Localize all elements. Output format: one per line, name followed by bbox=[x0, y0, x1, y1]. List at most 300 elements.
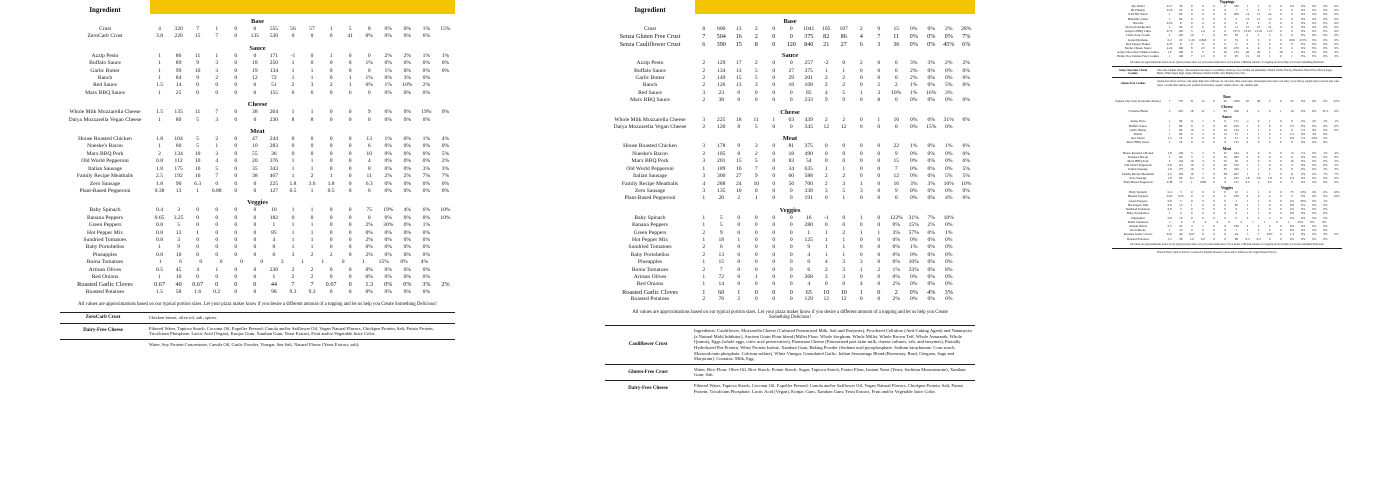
nutrient-value: 0 bbox=[1280, 12, 1282, 17]
nutrient-value: 0 bbox=[1191, 207, 1193, 212]
item-name: Artisan Olives bbox=[633, 273, 667, 280]
nutrient-value: 2 bbox=[702, 124, 706, 131]
nutrient-value: 0 bbox=[196, 214, 200, 221]
nutrient-value: 2 bbox=[842, 82, 846, 89]
section-title-sauce: Sauce bbox=[249, 44, 266, 52]
nutrient-value: 0 bbox=[772, 89, 776, 96]
item-name: Hot Honey bbox=[1130, 8, 1146, 13]
nutrient-value: 0 bbox=[1213, 232, 1215, 237]
nutrient-value: 375 bbox=[804, 33, 814, 41]
ingredient-row bbox=[60, 312, 455, 323]
nutrient-header-cell bbox=[202, 0, 218, 14]
nutrient-value: 0 bbox=[1224, 232, 1226, 237]
nutrient-value: 0 bbox=[1280, 207, 1282, 212]
nutrient-value: 0 bbox=[1213, 194, 1215, 199]
nutrient-value: 1 bbox=[772, 116, 776, 123]
nutrient-value: 0 bbox=[1280, 154, 1282, 159]
nutrient-value: 0 bbox=[877, 150, 881, 157]
nutrient-value: 0.5 bbox=[1267, 180, 1272, 185]
nutrient-value: 2 bbox=[877, 82, 881, 89]
nutrient-value: 1% bbox=[422, 222, 431, 229]
item-name: Banana Peppers bbox=[632, 222, 668, 229]
nutrient-value: 3 bbox=[1240, 219, 1242, 224]
nutrient-value: 7 bbox=[310, 281, 314, 289]
nutrient-value: 0 bbox=[1202, 198, 1204, 203]
nutrition-panel-small bbox=[60, 0, 455, 500]
nutrient-value: 3 bbox=[215, 116, 219, 123]
nutrient-value: 0% bbox=[384, 158, 393, 165]
nutrient-value: 85 bbox=[805, 89, 812, 96]
nutrient-value: 0 bbox=[1213, 25, 1215, 30]
nutrient-value: 0 bbox=[196, 82, 200, 89]
nutrient-value: 0 bbox=[196, 244, 200, 251]
table-row bbox=[60, 207, 455, 214]
nutrient-value: 0% bbox=[1300, 140, 1306, 145]
nutrient-value: 10 bbox=[1223, 46, 1227, 51]
ingredients-table bbox=[60, 312, 455, 349]
nutrient-value: 3 bbox=[280, 259, 284, 266]
nutrient-value: 160 bbox=[1178, 50, 1184, 55]
nutrient-value: 0% bbox=[1323, 236, 1328, 241]
nutrient-value: 1 bbox=[1202, 154, 1204, 159]
nutrient-value: 3.8 bbox=[156, 33, 164, 40]
nutrient-value: 0 bbox=[367, 187, 371, 194]
nutrient-value: 1 bbox=[1257, 202, 1260, 207]
nutrient-value: 0% bbox=[962, 67, 970, 74]
nutrient-value: 0% bbox=[962, 75, 970, 82]
nutrient-value: 134 bbox=[1178, 159, 1184, 164]
nutrient-value: 8 bbox=[877, 97, 881, 104]
nutrient-value: 0% bbox=[365, 273, 373, 280]
item-name: Grated Romano bbox=[1127, 37, 1149, 42]
nutrient-value: 0 bbox=[1280, 190, 1282, 195]
nutrient-value: 0% bbox=[365, 244, 373, 251]
item-name: Baby Spinach bbox=[634, 214, 666, 221]
nutrient-value: 1 bbox=[824, 229, 828, 236]
nutrient-value: 10% bbox=[961, 180, 972, 187]
nutrient-value: 0% bbox=[927, 143, 935, 150]
nutrient-value: 14 bbox=[718, 281, 725, 288]
nutrient-value: 0 bbox=[789, 222, 793, 229]
nutrient-value: 9.3 bbox=[1256, 236, 1261, 241]
nutrient-value: 0 bbox=[772, 281, 776, 288]
nutrient-value: 3% bbox=[927, 60, 935, 67]
nutrient-value: 5 bbox=[1202, 50, 1204, 55]
nutrient-value: 1 bbox=[1257, 163, 1260, 168]
item-name: 3 Cheese Blend bbox=[1127, 109, 1148, 114]
nutrient-value: 0% bbox=[945, 281, 953, 288]
nutrient-value: 15.25 bbox=[1243, 29, 1252, 34]
nutrient-value: 2 bbox=[702, 296, 706, 303]
item-name: Nacho Cheese Sauce bbox=[1124, 46, 1152, 51]
nutrient-value: 1 bbox=[1168, 12, 1171, 17]
nutrient-value: 0% bbox=[1300, 41, 1306, 46]
nutrient-value: 10% bbox=[440, 207, 451, 214]
nutrient-value: 5% bbox=[945, 82, 953, 89]
ingredients-table bbox=[605, 325, 975, 396]
nutrient-value: 65 bbox=[805, 288, 812, 296]
nutrient-value: 0 bbox=[1191, 194, 1193, 199]
nutrient-value: 96 bbox=[1256, 99, 1261, 104]
nutrient-value: 1 bbox=[348, 82, 352, 89]
nutrient-value: 0 bbox=[1246, 154, 1249, 159]
section-title-sauce: Sauce bbox=[781, 52, 799, 60]
nutrient-value: 0% bbox=[1334, 109, 1339, 114]
nutrient-value: 0% bbox=[403, 273, 412, 280]
nutrient-value: 225 bbox=[717, 116, 726, 123]
nutrient-value: 0 bbox=[1280, 150, 1282, 155]
nutrient-value: 0% bbox=[441, 67, 450, 74]
table-row bbox=[60, 109, 455, 116]
nutrient-value: 3 bbox=[702, 116, 706, 123]
nutrient-value: 0 bbox=[1202, 4, 1204, 8]
table-row bbox=[60, 158, 455, 165]
nutrient-value: 8% bbox=[945, 266, 953, 273]
nutrient-value: 1 bbox=[272, 273, 276, 280]
nutrient-value: 0 bbox=[196, 251, 200, 258]
nutrient-value: 0 bbox=[1280, 123, 1282, 128]
nutrient-value: 0 bbox=[772, 60, 776, 67]
item-name: Red Onions bbox=[636, 281, 664, 288]
nutrient-value: 182 bbox=[1233, 194, 1239, 199]
nutrient-value: 7% bbox=[962, 33, 971, 41]
nutrient-value: 6 bbox=[1291, 154, 1293, 159]
nutrient-value: 0 bbox=[234, 158, 238, 165]
nutrient-value: 0 bbox=[1191, 20, 1193, 25]
nutrient-header-band bbox=[695, 0, 975, 14]
nutrient-value: 9 bbox=[196, 60, 200, 67]
nutrient-value: 0 bbox=[348, 207, 352, 214]
nutrient-header-cell bbox=[813, 0, 828, 14]
nutrient-value: 0 bbox=[772, 75, 776, 82]
nutrient-value: 0 bbox=[215, 207, 219, 214]
nutrient-value: 2 bbox=[702, 97, 706, 104]
nutrient-value: 2 bbox=[1257, 33, 1260, 38]
nutrient-value: 0% bbox=[1300, 207, 1306, 212]
nutrient-value: 0 bbox=[772, 187, 776, 194]
nutrient-value: 6% bbox=[422, 207, 431, 214]
nutrient-value: 11 bbox=[1190, 119, 1194, 124]
item-name: Plant-Based Pepperoni bbox=[1123, 180, 1153, 185]
nutrient-value: 0 bbox=[859, 296, 863, 303]
nutrient-value: 1% bbox=[1323, 150, 1328, 155]
nutrient-value: 58 bbox=[1179, 236, 1183, 241]
nutrient-value: 0 bbox=[737, 251, 741, 258]
nutrient-value: 0.65 bbox=[1166, 194, 1173, 199]
table-row bbox=[1112, 237, 1342, 241]
item-name: Pineapples bbox=[92, 251, 118, 258]
nutrient-value: 0 bbox=[789, 195, 793, 202]
nutrient-value: 19% bbox=[383, 207, 394, 214]
nutrient-value: 0% bbox=[1323, 127, 1328, 132]
nutrient-value: 0% bbox=[1323, 215, 1328, 220]
nutrient-value: 3.6 bbox=[308, 180, 316, 187]
nutrient-value: 0 bbox=[1268, 211, 1271, 216]
nutrient-value: 0% bbox=[1312, 207, 1317, 212]
nutrient-value: 1 bbox=[291, 109, 295, 116]
nutrient-value: 1 bbox=[310, 207, 314, 214]
nutrient-value: 0 bbox=[215, 214, 219, 221]
nutrient-value: 8 bbox=[367, 26, 371, 32]
nutrient-value: 0% bbox=[441, 187, 450, 194]
nutrient-value: 0% bbox=[422, 236, 431, 243]
nutrient-value: 0 bbox=[1246, 20, 1249, 25]
nutrient-value: 0 bbox=[1280, 167, 1282, 172]
nutrient-value: 0.8 bbox=[1167, 198, 1172, 203]
nutrient-value: 1 bbox=[1202, 119, 1204, 124]
nutrient-value: 0% bbox=[945, 251, 953, 258]
nutrient-value: 3 bbox=[1246, 215, 1249, 220]
nutrient-value: 1.8 bbox=[156, 180, 164, 187]
nutrient-value: 6 bbox=[1280, 140, 1282, 145]
nutrient-value: 3 bbox=[310, 82, 314, 89]
nutrient-value: 120 bbox=[717, 124, 726, 131]
nutrient-value: 0 bbox=[348, 273, 352, 280]
nutrient-value: 35 bbox=[252, 165, 258, 172]
nutrient-value: 1.8 bbox=[1167, 167, 1172, 172]
nutrient-value: 0 bbox=[1224, 12, 1226, 17]
nutrient-value: 3.25 bbox=[173, 214, 184, 221]
nutrient-value: 0.2 bbox=[1200, 236, 1205, 241]
nutrient-value: 1 bbox=[1246, 163, 1249, 168]
nutrient-value: 0 bbox=[1280, 46, 1282, 51]
nutrient-value: 0 bbox=[1213, 99, 1215, 104]
nutrient-value: 0% bbox=[927, 173, 935, 180]
nutrient-value: 3 bbox=[702, 143, 706, 150]
nutrient-value: 0 bbox=[1291, 25, 1293, 30]
item-name: Roma Tomatoes bbox=[1127, 219, 1149, 224]
nutrient-value: 1 bbox=[310, 236, 314, 243]
nutrient-value: 10 bbox=[1179, 228, 1183, 233]
nutrient-value: 1 bbox=[1235, 198, 1238, 203]
nutrient-value: 0 bbox=[824, 222, 828, 229]
nutrient-value: 1.5 bbox=[1167, 136, 1172, 141]
nutrient-value: 0% bbox=[945, 67, 953, 74]
nutrient-value: 0 bbox=[234, 273, 238, 280]
nutrient-value: 0 bbox=[877, 124, 881, 131]
nutrient-value: 0 bbox=[789, 266, 793, 273]
nutrient-value: 4 bbox=[196, 266, 200, 273]
nutrient-value: 0 bbox=[215, 82, 219, 89]
nutrient-value: 0 bbox=[1268, 109, 1271, 114]
table-row bbox=[605, 82, 975, 89]
ingredient-row bbox=[1112, 78, 1342, 89]
nutrient-value: 0% bbox=[1312, 50, 1317, 55]
nutrient-value: 0 bbox=[1216, 219, 1219, 224]
nutrient-value: 0 bbox=[219, 259, 223, 266]
nutrient-value: 2 bbox=[1168, 159, 1171, 164]
nutrient-value: 5% bbox=[962, 165, 970, 172]
nutrient-value: 0% bbox=[1334, 154, 1339, 159]
nutrient-value: 4 bbox=[158, 26, 161, 32]
nutrient-value: 14 bbox=[1179, 136, 1183, 141]
nutrient-value: 2 bbox=[824, 266, 828, 273]
nutrient-value: 0 bbox=[1268, 223, 1271, 228]
nutrient-value: 1% bbox=[1323, 119, 1328, 124]
nutrient-value: 283 bbox=[1233, 154, 1239, 159]
nutrient-value: 57 bbox=[309, 26, 315, 32]
nutrient-value: 0 bbox=[234, 75, 238, 82]
nutrient-value: 0% bbox=[1312, 163, 1317, 168]
table-header bbox=[605, 0, 975, 14]
nutrient-value: 0% bbox=[1300, 25, 1306, 30]
nutrient-value: 0 bbox=[253, 251, 257, 258]
nutrient-value: 0 bbox=[329, 158, 333, 165]
nutrient-value: 0% bbox=[1312, 41, 1317, 46]
nutrient-value: 4 bbox=[824, 259, 828, 266]
nutrient-value: 51 bbox=[1234, 136, 1238, 141]
nutrient-value: 3 bbox=[754, 143, 758, 150]
nutrient-value: 0% bbox=[1300, 202, 1306, 207]
nutrient-value: 16 bbox=[194, 173, 201, 180]
nutrient-value: 0 bbox=[1280, 171, 1282, 176]
nutrient-value: 0% bbox=[1300, 232, 1306, 237]
nutrient-value: 0 bbox=[789, 251, 793, 258]
nutrient-value: 1 bbox=[824, 165, 828, 172]
nutrient-value: 0 bbox=[348, 136, 352, 143]
item-name: Daiya Mozzarella Vegan Cheese bbox=[68, 116, 142, 123]
nutrient-value: 30% bbox=[383, 222, 394, 229]
nutrient-value: 0 bbox=[877, 60, 881, 67]
nutrient-value: 0 bbox=[1191, 228, 1193, 233]
nutrient-value: 0 bbox=[1191, 211, 1193, 216]
nutrient-value: 0% bbox=[403, 236, 412, 243]
nutrient-value: 7 bbox=[1202, 33, 1204, 38]
nutrient-value: 0 bbox=[789, 124, 793, 131]
item-name: Red Onions bbox=[91, 273, 119, 280]
nutrient-value: 12 bbox=[893, 173, 900, 180]
nutrient-value: 0% bbox=[910, 124, 918, 131]
nutrient-value: 0% bbox=[384, 33, 393, 40]
nutrient-value: 0% bbox=[927, 33, 936, 41]
nutrient-value: 840 bbox=[804, 40, 814, 48]
nutrient-value: 1 bbox=[824, 251, 828, 258]
nutrient-value: 0% bbox=[403, 165, 412, 172]
nutrient-value: 21 bbox=[1245, 54, 1250, 59]
item-name: Family Recipe Meatballs bbox=[1121, 171, 1155, 176]
table-row bbox=[605, 97, 975, 104]
nutrient-value: 0 bbox=[1275, 219, 1278, 224]
item-name: Red Onions bbox=[1130, 228, 1146, 233]
nutrient-value: 2 bbox=[702, 266, 706, 273]
nutrient-value: 0.65 bbox=[154, 214, 165, 221]
nutrient-value: 2 bbox=[1246, 33, 1249, 38]
nutrient-value: 3 bbox=[291, 251, 295, 258]
table-row bbox=[605, 173, 975, 180]
nutrient-value: 11 bbox=[194, 109, 201, 116]
nutrient-value: 55 bbox=[252, 150, 258, 157]
nutrient-value: 0% bbox=[1300, 215, 1306, 220]
nutrient-value: 0% bbox=[1323, 46, 1328, 51]
nutrient-value: 1 bbox=[329, 26, 333, 32]
table-row bbox=[605, 281, 975, 288]
nutrient-value: 0 bbox=[234, 281, 238, 289]
item-name: Senza Cauliflower Crust bbox=[619, 40, 681, 48]
nutrient-value: 1 bbox=[1168, 211, 1171, 216]
nutrient-value: 9 bbox=[894, 187, 898, 194]
nutrient-value: 6% bbox=[1289, 136, 1295, 141]
nutrient-value: 1 bbox=[310, 109, 314, 116]
nutrient-value: 3 bbox=[1202, 127, 1204, 132]
nutrient-value: 5 bbox=[754, 67, 758, 74]
nutrient-value: 0 bbox=[1268, 154, 1271, 159]
nutrient-value: 1 bbox=[702, 281, 706, 288]
table-row bbox=[60, 136, 455, 143]
nutrient-value: 105 bbox=[717, 150, 726, 157]
nutrient-value: 18 bbox=[1190, 109, 1194, 114]
nutrient-header-cell bbox=[221, 0, 237, 14]
nutrient-value: 1% bbox=[1300, 127, 1306, 132]
table-row bbox=[605, 26, 975, 33]
nutrient-value: 0% bbox=[962, 150, 970, 157]
nutrient-value: 0 bbox=[1213, 50, 1215, 55]
table-row bbox=[605, 267, 975, 274]
nutrient-value: 1 bbox=[329, 173, 333, 180]
nutrient-value: 2 bbox=[842, 229, 846, 236]
nutrient-value: 0 bbox=[1202, 20, 1204, 25]
nutrient-value: 2 bbox=[310, 266, 314, 273]
nutrient-value: 0% bbox=[1323, 207, 1328, 212]
nutrient-value: 0% bbox=[1334, 175, 1339, 180]
nutrient-value: 4 bbox=[367, 158, 371, 165]
nutrient-value: 6 bbox=[1257, 140, 1260, 145]
item-name: Green Peppers bbox=[1128, 198, 1148, 203]
nutrient-value: 4% bbox=[927, 288, 936, 296]
nutrient-value: 9 bbox=[842, 97, 846, 104]
nutrient-value: 0% bbox=[927, 82, 935, 89]
nutrient-value: 8 bbox=[310, 116, 314, 123]
nutrient-value: 2 bbox=[894, 288, 898, 296]
nutrient-value: 74 bbox=[1234, 37, 1238, 42]
nutrient-value: 0 bbox=[1224, 140, 1226, 145]
nutrient-value: 2% bbox=[892, 296, 900, 303]
nutrient-value: 6 bbox=[310, 89, 314, 96]
table-row bbox=[1112, 109, 1342, 113]
nutrient-value: 0 bbox=[824, 143, 828, 150]
nutrient-value: 1 bbox=[1202, 223, 1204, 228]
nutrient-value: 2.5 bbox=[1167, 171, 1172, 176]
nutrient-value: 0% bbox=[1323, 50, 1328, 55]
nutrient-value: 0 bbox=[754, 296, 758, 303]
nutrient-value: 5 bbox=[215, 165, 219, 172]
nutrient-value: 4% bbox=[420, 259, 429, 266]
item-name: Ranch bbox=[97, 75, 113, 82]
nutrient-value: 9 bbox=[719, 229, 723, 236]
nutrient-value: 38 bbox=[252, 173, 258, 180]
nutrient-value: 35 bbox=[1223, 33, 1227, 38]
nutrient-value: 1.6 bbox=[1200, 29, 1205, 34]
nutrient-value: 1 bbox=[1246, 132, 1249, 137]
nutrient-value: 0% bbox=[927, 75, 935, 82]
nutrient-value: 0% bbox=[1289, 202, 1295, 207]
nutrient-value: 1 bbox=[1191, 202, 1193, 207]
nutrient-value: 15 bbox=[735, 158, 742, 165]
nutrient-value: 0 bbox=[348, 236, 352, 243]
nutrient-value: 0 bbox=[789, 236, 793, 243]
nutrient-value: 1.8 bbox=[327, 180, 335, 187]
ingredient-column-header: Ingredient bbox=[89, 6, 121, 14]
nutrient-value: 0 bbox=[737, 222, 741, 229]
nutrient-value: 2 bbox=[702, 150, 706, 157]
nutrient-value: 6% bbox=[1323, 190, 1328, 195]
nutrient-value: 0 bbox=[1291, 33, 1293, 38]
nutrient-value: 0.8 bbox=[156, 229, 164, 236]
nutrient-value: 1% bbox=[1289, 123, 1295, 128]
nutrient-value: 1 bbox=[1246, 4, 1249, 8]
nutrient-value: 15 bbox=[735, 75, 742, 82]
section-title-meat: Meat bbox=[782, 135, 798, 143]
nutrient-value: 0% bbox=[1334, 20, 1339, 25]
